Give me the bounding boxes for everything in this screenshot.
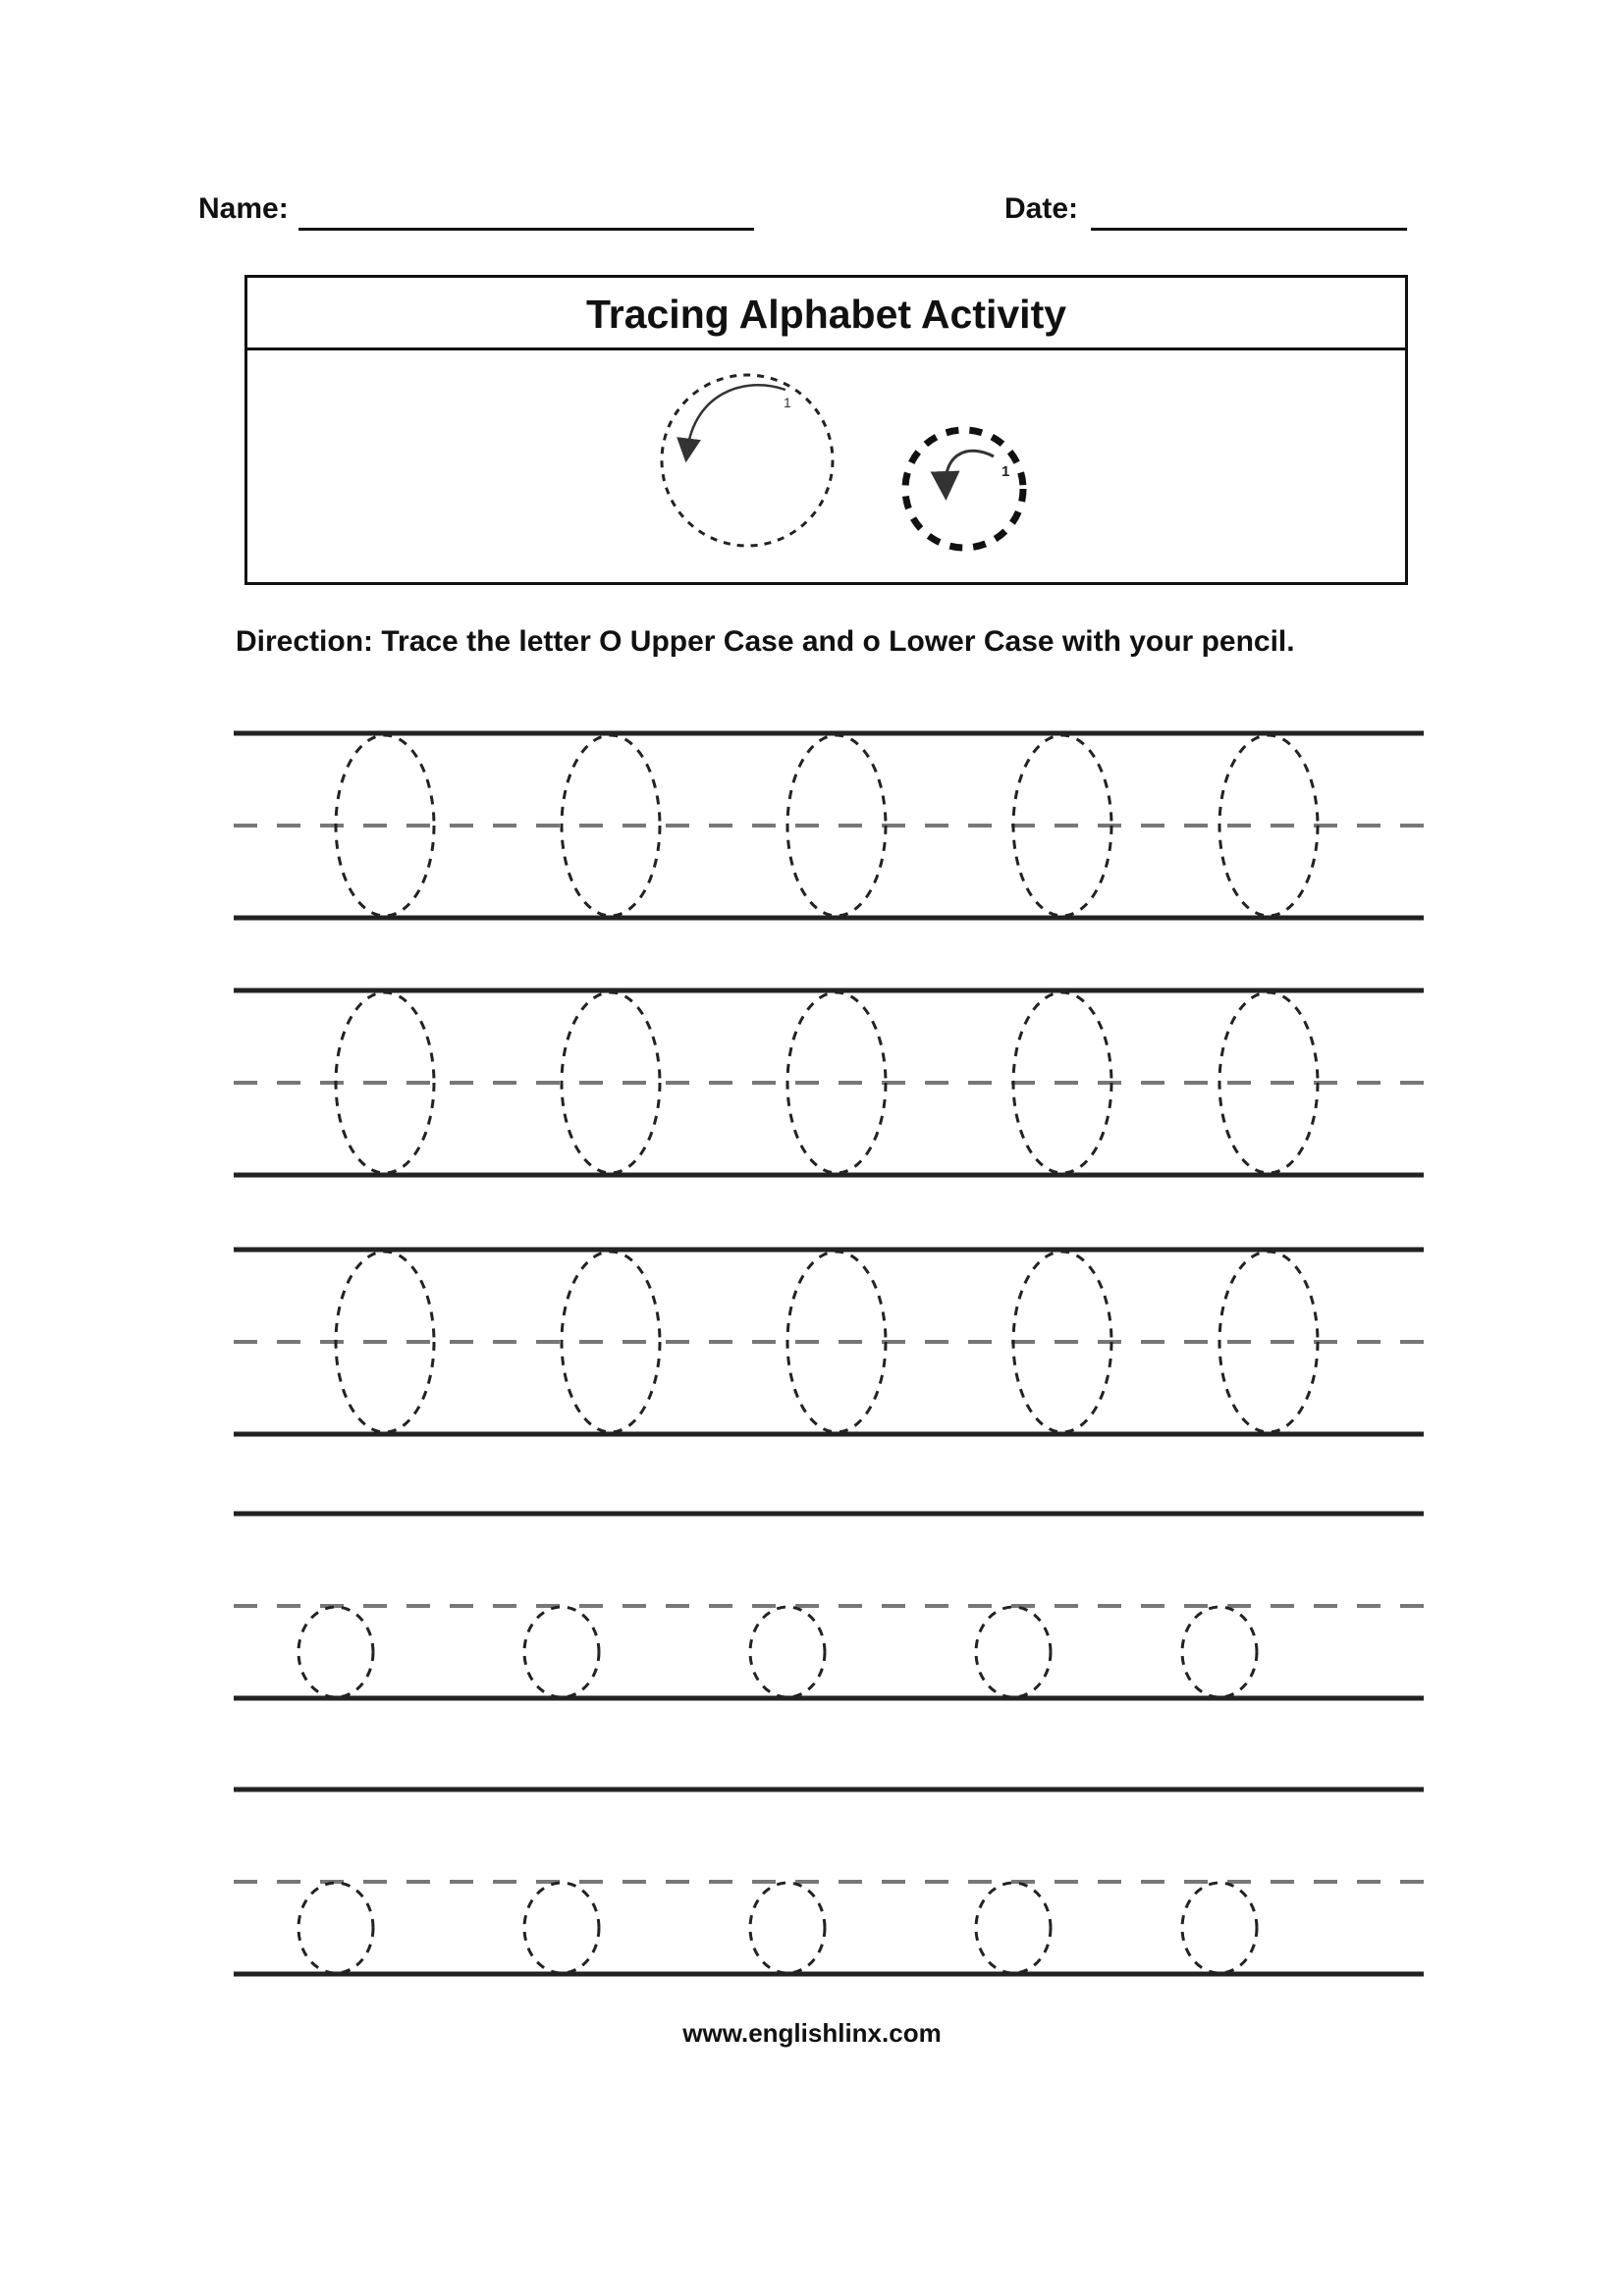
- trace-letter-lowercase-o[interactable]: [750, 1607, 825, 1697]
- trace-letter-uppercase-o[interactable]: [1219, 1252, 1318, 1432]
- lowercase-o-demo: [905, 430, 1023, 548]
- uppercase-o-demo: [662, 375, 833, 546]
- name-field[interactable]: [198, 192, 289, 226]
- trace-letter-uppercase-o[interactable]: [562, 992, 660, 1173]
- trace-letter-lowercase-o[interactable]: [976, 1883, 1051, 1973]
- trace-letter-lowercase-o[interactable]: [1182, 1883, 1257, 1973]
- trace-letter-uppercase-o[interactable]: [787, 735, 886, 916]
- trace-letter-uppercase-o[interactable]: [336, 735, 434, 916]
- worksheet-title: Tracing Alphabet Activity: [247, 278, 1405, 350]
- trace-letter-uppercase-o[interactable]: [1219, 735, 1318, 916]
- footer-website: www.englishlinx.com: [682, 2018, 942, 2048]
- trace-letter-lowercase-o[interactable]: [298, 1883, 373, 1973]
- stroke-order-demo: [247, 350, 1405, 582]
- lower-stroke-number: 1: [1001, 463, 1010, 480]
- date-label: Date:: [1004, 192, 1079, 225]
- trace-letter-lowercase-o[interactable]: [524, 1607, 599, 1697]
- trace-letter-uppercase-o[interactable]: [1013, 1252, 1111, 1432]
- upper-stroke-number: 1: [784, 395, 791, 410]
- trace-letter-uppercase-o[interactable]: [787, 992, 886, 1173]
- trace-letter-lowercase-o[interactable]: [750, 1883, 825, 1973]
- direction-text: Direction: Trace the letter O Upper Case and o Lower Case with your pencil.: [236, 625, 1295, 658]
- trace-letter-uppercase-o[interactable]: [787, 1252, 886, 1432]
- date-field[interactable]: [1004, 192, 1078, 226]
- stroke-direction-arrow-icon: [687, 385, 785, 451]
- date-write-line[interactable]: [1091, 228, 1407, 231]
- demo-box: [244, 275, 1408, 585]
- trace-letter-uppercase-o[interactable]: [562, 735, 660, 916]
- name-label: Name:: [198, 192, 289, 225]
- trace-letter-uppercase-o[interactable]: [336, 1252, 434, 1432]
- trace-letter-lowercase-o[interactable]: [1182, 1607, 1257, 1697]
- name-write-line[interactable]: [298, 228, 754, 231]
- trace-letter-uppercase-o[interactable]: [1219, 992, 1318, 1173]
- trace-letter-lowercase-o[interactable]: [298, 1607, 373, 1697]
- trace-letter-uppercase-o[interactable]: [1013, 735, 1111, 916]
- stroke-direction-arrow-icon: [946, 451, 994, 486]
- trace-letter-uppercase-o[interactable]: [562, 1252, 660, 1432]
- trace-letter-lowercase-o[interactable]: [524, 1883, 599, 1973]
- trace-letter-uppercase-o[interactable]: [336, 992, 434, 1173]
- trace-letter-lowercase-o[interactable]: [976, 1607, 1051, 1697]
- trace-letter-uppercase-o[interactable]: [1013, 992, 1111, 1173]
